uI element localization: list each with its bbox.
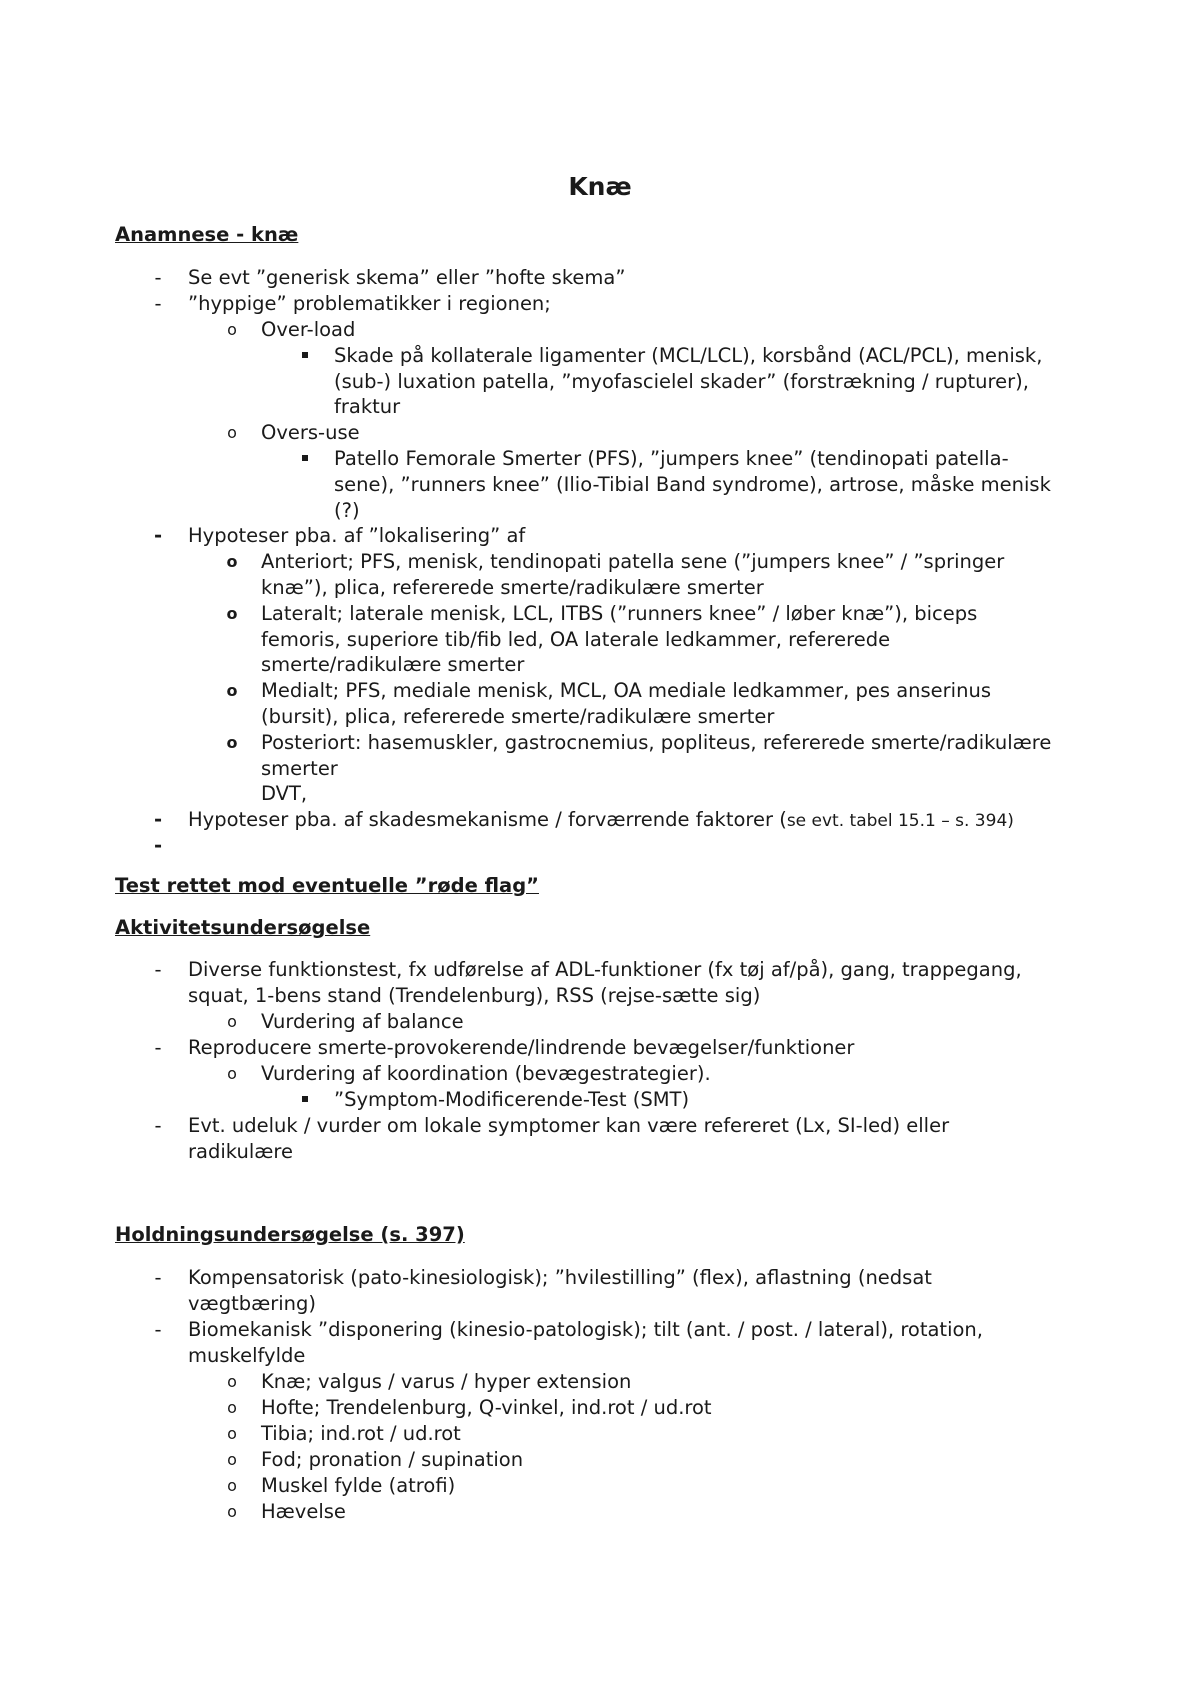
medial-line: Medialt; PFS, mediale menisk, MCL, OA mediale ledkammer, pes anserinus bbox=[261, 679, 991, 702]
overload-detail-line: Skade på kollaterale ligamenter (MCL/LCL), korsbånd (ACL/PCL), menisk, bbox=[334, 344, 1043, 367]
dash-bullet: - bbox=[154, 266, 162, 289]
circle-bullet: o bbox=[227, 1476, 237, 1495]
overload-detail-line: (sub-) luxation patella, ”myofascielel skader” (forstrækning / rupturer), bbox=[334, 370, 1029, 393]
circle-bullet: o bbox=[227, 1064, 237, 1083]
anterior-line: knæ”), plica, refererede smerte/radikulære smerter bbox=[261, 576, 764, 599]
posterior-line: smerter bbox=[261, 757, 338, 780]
holdning-sub-item: Fod; pronation / supination bbox=[261, 1448, 524, 1471]
aktivitet-item-3-line: radikulære bbox=[188, 1140, 293, 1163]
square-bullet bbox=[295, 1087, 315, 1113]
aktivitet-item-1-line: Diverse funktionstest, fx udførelse af ADL-funktioner (fx tøj af/på), gang, trappegang, bbox=[188, 958, 1022, 981]
circle-bullet: o bbox=[226, 552, 238, 571]
anterior-line: Anteriort; PFS, menisk, tendinopati patella sene (”jumpers knee” / ”springer bbox=[261, 550, 1005, 573]
square-bullet bbox=[295, 343, 315, 369]
circle-bullet: o bbox=[227, 423, 237, 442]
holdning-item-2-line: Biomekanisk ”disponering (kinesio-patologisk); tilt (ant. / post. / lateral), rotation, bbox=[188, 1318, 983, 1341]
dash-bullet: - bbox=[154, 1114, 162, 1137]
holdning-sub-item: Tibia; ind.rot / ud.rot bbox=[261, 1422, 461, 1445]
posterior-line: Posteriort: hasemuskler, gastrocnemius, popliteus, refererede smerte/radikulære bbox=[261, 731, 1052, 754]
holdning-item-1-line: vægtbæring) bbox=[188, 1292, 317, 1315]
holdning-sub-item: Muskel fylde (atrofi) bbox=[261, 1474, 456, 1497]
overload-item: Over-load bbox=[261, 318, 356, 341]
overuse-detail-line: (?) bbox=[334, 499, 360, 522]
balance-item: Vurdering af balance bbox=[261, 1010, 464, 1033]
circle-bullet: o bbox=[227, 1372, 237, 1391]
circle-bullet: o bbox=[226, 604, 238, 623]
koordination-item: Vurdering af koordination (bevægestrategier). bbox=[261, 1062, 711, 1085]
posterior-line: DVT, bbox=[261, 782, 308, 805]
holdning-heading: Holdningsundersøgelse (s. 397) bbox=[115, 1223, 465, 1246]
circle-bullet: o bbox=[227, 1398, 237, 1417]
dash-bullet: - bbox=[153, 524, 163, 547]
overload-detail-line: fraktur bbox=[334, 395, 401, 418]
holdning-item-2-line: muskelfylde bbox=[188, 1344, 306, 1367]
dash-bullet: - bbox=[154, 292, 162, 315]
holdning-item-1-line: Kompensatorisk (pato-kinesiologisk); ”hvilestilling” (flex), aflastning (nedsat bbox=[188, 1266, 932, 1289]
anamnese-item-2: ”hyppige” problematikker i regionen; bbox=[188, 292, 551, 315]
dash-bullet: - bbox=[153, 808, 163, 831]
circle-bullet: o bbox=[227, 1424, 237, 1443]
aktivitet-item-3-line: Evt. udeluk / vurder om lokale symptomer kan være refereret (Lx, SI-led) eller bbox=[188, 1114, 950, 1137]
overuse-item: Overs-use bbox=[261, 421, 360, 444]
circle-bullet: o bbox=[227, 1502, 237, 1521]
dash-bullet: - bbox=[154, 1036, 162, 1059]
aktivitet-heading: Aktivitetsundersøgelse bbox=[115, 916, 371, 939]
circle-bullet: o bbox=[226, 733, 238, 752]
holdning-sub-item: Hofte; Trendelenburg, Q-vinkel, ind.rot / ud.rot bbox=[261, 1396, 712, 1419]
anamnese-item-4 bbox=[188, 807, 1014, 834]
lateral-line: Lateralt; laterale menisk, LCL, ITBS (”runners knee” / løber knæ”), biceps bbox=[261, 602, 978, 625]
aktivitet-item-1-line: squat, 1-bens stand (Trendelenburg), RSS (rejse-sætte sig) bbox=[188, 984, 761, 1007]
circle-bullet: o bbox=[226, 681, 238, 700]
dash-bullet: - bbox=[154, 1318, 162, 1341]
lateral-line: femoris, superiore tib/fib led, OA laterale ledkammer, refererede bbox=[261, 628, 891, 651]
dash-bullet: - bbox=[154, 1266, 162, 1289]
holdning-sub-item: Knæ; valgus / varus / hyper extension bbox=[261, 1370, 632, 1393]
square-bullet bbox=[295, 446, 315, 472]
circle-bullet: o bbox=[227, 1012, 237, 1031]
circle-bullet: o bbox=[227, 1450, 237, 1469]
anamnese-item-4-ref: se evt. tabel 15.1 – s. 394) bbox=[786, 811, 1014, 831]
medial-line: (bursit), plica, refererede smerte/radikulære smerter bbox=[261, 705, 775, 728]
aktivitet-item-2: Reproducere smerte-provokerende/lindrende bevægelser/funktioner bbox=[188, 1036, 855, 1059]
overuse-detail-line: Patello Femorale Smerter (PFS), ”jumpers knee” (tendinopati patella- bbox=[334, 447, 1009, 470]
red-flags-heading: Test rettet mod eventuelle ”røde flag” bbox=[115, 874, 539, 897]
page-title: Knæ bbox=[568, 172, 632, 201]
lateral-line: smerte/radikulære smerter bbox=[261, 653, 525, 676]
anamnese-item-1: Se evt ”generisk skema” eller ”hofte skema” bbox=[188, 266, 626, 289]
circle-bullet: o bbox=[227, 320, 237, 339]
overuse-detail-line: sene), ”runners knee” (Ilio-Tibial Band syndrome), artrose, måske menisk bbox=[334, 473, 1051, 496]
anamnese-heading: Anamnese - knæ bbox=[115, 223, 299, 246]
dash-bullet: - bbox=[153, 834, 163, 857]
smt-item: ”Symptom-Modificerende-Test (SMT) bbox=[334, 1088, 690, 1111]
holdning-sub-item: Hævelse bbox=[261, 1500, 346, 1523]
anamnese-item-4-main: Hypoteser pba. af skadesmekanisme / forværrende faktorer ( bbox=[188, 808, 787, 831]
anamnese-item-3: Hypoteser pba. af ”lokalisering” af bbox=[188, 524, 526, 547]
dash-bullet: - bbox=[154, 958, 162, 981]
